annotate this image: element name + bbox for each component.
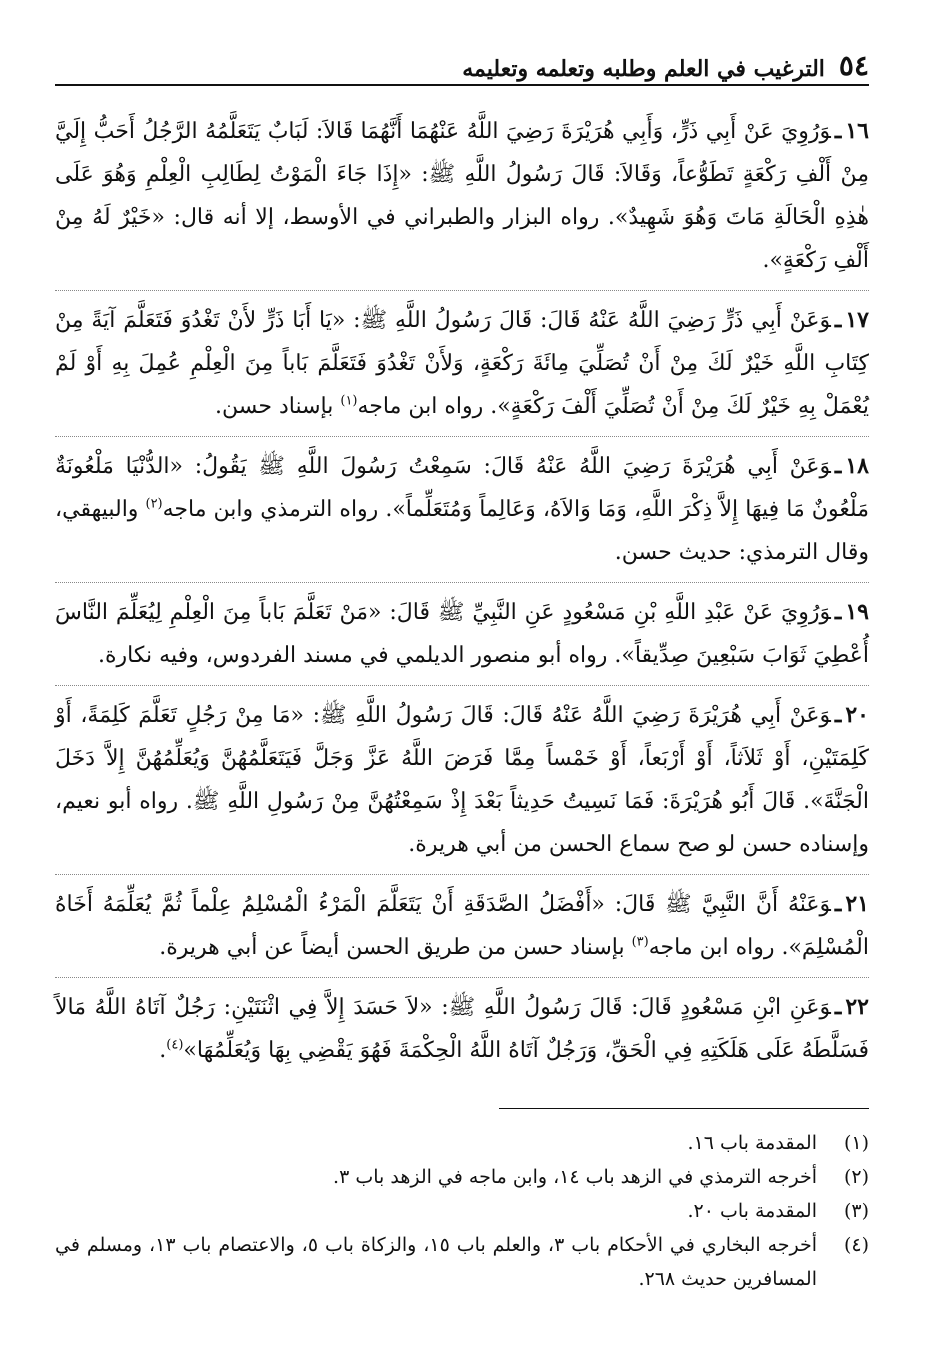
hadith-19: ١٩ـوَرُوِيَ عَنْ عَبْدِ اللَّهِ بْنِ مَسْعُودٍ عَنِ النَّبِيِّ ﷺ قَالَ: «مَنْ تَعَلَّمَ بَاباً مِنَ الْعِلْمِ لِيُعَلِّمَ النَّاسَ أُعْطِيَ ثَوَابَ سَبْعِينَ صِدِّيقاً». رواه أبو منصور الديلمي في مسند الفردوس، وفيه نكارة. bbox=[55, 589, 869, 686]
hadith-number: ٢٠ bbox=[845, 702, 869, 728]
hadith-tail: بإسناد حسن من طريق الحسن أيضاً عن أبي هريرة. bbox=[159, 935, 632, 960]
hadith-22: ٢٢ـوَعَنِ ابْنِ مَسْعُودٍ قَالَ: قَالَ رَسُولُ اللَّهِ ﷺ: «لاَ حَسَدَ إِلاَّ فِي اثْنَتَيْنِ: رَجُلٌ آتَاهُ اللَّهُ مَالاً فَسَلَّطَهُ عَلَى هَلَكَتِهِ فِي الْحَقِّ، وَرَجُلٌ آتَاهُ اللَّهُ الْحِكْمَةَ فَهُوَ يَقْضِي بِهَا وَيُعَلِّمُهَا»$^{(٤)}$. bbox=[55, 994, 869, 1063]
header-rule bbox=[55, 84, 869, 86]
page bbox=[55, 40, 869, 1086]
hadith-text: وَعَنْ أَبِي هُرَيْرَةَ رَضِيَ اللَّهُ عَنْهُ قَالَ: قَالَ رَسُولُ اللَّهِ ﷺ: «مَا مِنْ رَجُلٍ تَعَلَّمَ كَلِمَةً، أَوْ كَلِمَتَيْنِ، أَوْ ثَلاَثاً، أَوْ أَرْبَعاً، أَوْ خَمْساً مِمَّا فَرَضَ اللَّهُ عَزَّ وَجَلَّ فَيَتَعَلَّمُهُنَّ وَيُعَلِّمُهُنَّ إِلاَّ دَخَلَ الْجَنَّةَ». قَالَ أَبُو هُرَيْرَةَ: فَمَا نَسِيتُ حَدِيثاً بَعْدَ إِذْ سَمِعْتُهُنَّ مِنْ رَسُولِ اللَّهِ ﷺ. رواه أبو نعيم، وإسناده حسن لو صح سماع الحسن من أبي هريرة. bbox=[55, 703, 869, 857]
hadith-number: ٢٢ bbox=[845, 994, 869, 1020]
hadith-tail: بإسناد حسن. bbox=[215, 394, 341, 419]
hadith-text: وَرُوِيَ عَنْ أَبِي ذَرٍّ، وَأَبِي هُرَيْرَةَ رَضِيَ اللَّهُ عَنْهُمَا أَنَّهُمَا قَالاَ: لَبَابٌ يَتَعَلَّمُهُ الرَّجُلُ أَحَبُّ إِلَيَّ مِنْ أَلْفِ رَكْعَةٍ تَطَوُّعاً، وَقَالاَ: قَالَ رَسُولُ اللَّهِ ﷺ: «إِذَا جَاءَ الْمَوْتُ لِطَالِبِ الْعِلْمِ وَهُوَ عَلَى هٰذِهِ الْحَالَةِ مَاتَ وَهُوَ شَهِيدٌ». رواه البزار والطبراني في الأوسط، إلا أنه قال: «خَيْرٌ لَهُ مِنْ أَلْفِ رَكْعَةٍ». bbox=[55, 119, 869, 273]
footnote-text: أخرجه الترمذي في الزهد باب ١٤، وابن ماجه في الزهد باب ٣. bbox=[333, 1166, 817, 1188]
hadith-text: وَرُوِيَ عَنْ عَبْدِ اللَّهِ بْنِ مَسْعُودٍ عَنِ النَّبِيِّ ﷺ قَالَ: «مَنْ تَعَلَّمَ بَاباً مِنَ الْعِلْمِ لِيُعَلِّمَ النَّاسَ أُعْطِيَ ثَوَابَ سَبْعِينَ صِدِّيقاً». رواه أبو منصور الديلمي في مسند الفردوس، وفيه نكارة. bbox=[55, 600, 869, 668]
hadith-18: ١٨ـوَعَنْ أَبِي هُرَيْرَةَ رَضِيَ اللَّهُ عَنْهُ قَالَ: سَمِعْتُ رَسُولَ اللَّهِ ﷺ يَقُولُ: «الدُّنْيَا مَلْعُونَةٌ مَلْعُونٌ مَا فِيهَا إِلاَّ ذِكْرَ اللَّهِ، وَمَا وَالاَهُ، وَعَالِماً وَمُتَعَلِّماً». رواه الترمذي وابن ماجه$^{(٢)}$ والبيهقي، وقال الترمذي: حديث حسن. bbox=[55, 443, 869, 583]
hadith-17: ١٧ـوَعَنْ أَبِي ذَرٍّ رَضِيَ اللَّهُ عَنْهُ قَالَ: قَالَ رَسُولُ اللَّهِ ﷺ: «يَا أَبَا ذَرٍّ لأَنْ تَغْدُوَ فَتَعَلَّمَ آيَةً مِنْ كِتَابِ اللَّهِ خَيْرٌ لَكَ مِنْ أَنْ تُصَلِّيَ مِائَةَ رَكْعَةٍ، وَلأَنْ تَغْدُوَ فَتَعَلَّمَ بَاباً مِنَ الْعِلْمِ عُمِلَ بِهِ أَوْ لَمْ يُعْمَلْ بِهِ خَيْرٌ لَكَ مِنْ أَنْ تُصَلِّيَ أَلْفَ رَكْعَةٍ». رواه ابن ماجه$^{(١)}$ بإسناد حسن. bbox=[55, 297, 869, 437]
footnote-text: المقدمة باب ١٦. bbox=[687, 1132, 817, 1154]
hadith-text: وَعَنْ أَبِي ذَرٍّ رَضِيَ اللَّهُ عَنْهُ قَالَ: قَالَ رَسُولُ اللَّهِ ﷺ: «يَا أَبَا ذَرٍّ لأَنْ تَغْدُوَ فَتَعَلَّمَ آيَةً مِنْ كِتَابِ اللَّهِ خَيْرٌ لَكَ مِنْ أَنْ تُصَلِّيَ مِائَةَ رَكْعَةٍ، وَلأَنْ تَغْدُوَ فَتَعَلَّمَ بَاباً مِنَ الْعِلْمِ عُمِلَ بِهِ أَوْ لَمْ يُعْمَلْ بِهِ خَيْرٌ لَكَ مِنْ أَنْ تُصَلِّيَ أَلْفَ رَكْعَةٍ». رواه ابن ماجه bbox=[55, 308, 869, 419]
footnote-ref: (٢) bbox=[145, 496, 163, 512]
footnote-ref: (١) bbox=[340, 393, 358, 409]
footnote-number: (٣) bbox=[843, 1200, 869, 1222]
hadith-number: ١٨ bbox=[845, 453, 869, 479]
hadith-text: وَعَنْهُ أَنَّ النَّبِيَّ ﷺ قَالَ: «أَفْضَلُ الصَّدَقَةِ أَنْ يَتَعَلَّمَ الْمَرْءُ الْمُسْلِمُ عِلْماً ثُمَّ يُعَلِّمَهُ أَخَاهُ الْمُسْلِمَ». رواه ابن ماجه bbox=[55, 892, 869, 960]
page-number: ٥٤ bbox=[838, 49, 869, 82]
hadith-21: ٢١ـوَعَنْهُ أَنَّ النَّبِيَّ ﷺ قَالَ: «أَفْضَلُ الصَّدَقَةِ أَنْ يَتَعَلَّمَ الْمَرْءُ الْمُسْلِمُ عِلْماً ثُمَّ يُعَلِّمَهُ أَخَاهُ الْمُسْلِمَ». رواه ابن ماجه$^{(٣)}$ بإسناد حسن من طريق الحسن أيضاً عن أبي هريرة. bbox=[55, 881, 869, 978]
footnote-number: (٤) bbox=[843, 1234, 869, 1256]
footnote-1 bbox=[55, 1126, 869, 1160]
hadith-text: وَعَنِ ابْنِ مَسْعُودٍ قَالَ: قَالَ رَسُولُ اللَّهِ ﷺ: «لاَ حَسَدَ إِلاَّ فِي اثْنَتَيْنِ: رَجُلٌ آتَاهُ اللَّهُ مَالاً فَسَلَّطَهُ عَلَى هَلَكَتِهِ فِي الْحَقِّ، وَرَجُلٌ آتَاهُ اللَّهُ الْحِكْمَةَ فَهُوَ يَقْضِي بِهَا وَيُعَلِّمُهَا» bbox=[55, 995, 869, 1063]
hadith-tail: . bbox=[159, 1038, 167, 1063]
hadith-number: ٢١ bbox=[845, 891, 869, 917]
footnote-text: أخرجه البخاري في الأحكام باب ٣، والعلم باب ١٥، والزكاة باب ٥، والاعتصام باب ١٣، ومسلم في المسافرين حديث ٢٦٨. bbox=[55, 1234, 818, 1290]
footnote-ref: (٣) bbox=[631, 934, 649, 950]
hadith-16: ١٦ـوَرُوِيَ عَنْ أَبِي ذَرٍّ، وَأَبِي هُرَيْرَةَ رَضِيَ اللَّهُ عَنْهُمَا أَنَّهُمَا قَالاَ: لَبَابٌ يَتَعَلَّمُهُ الرَّجُلُ أَحَبُّ إِلَيَّ مِنْ أَلْفِ رَكْعَةٍ تَطَوُّعاً، وَقَالاَ: قَالَ رَسُولُ اللَّهِ ﷺ: «إِذَا جَاءَ الْمَوْتُ لِطَالِبِ الْعِلْمِ وَهُوَ عَلَى هٰذِهِ الْحَالَةِ مَاتَ وَهُوَ شَهِيدٌ». رواه البزار والطبراني في الأوسط، إلا أنه قال: «خَيْرٌ لَهُ مِنْ أَلْفِ رَكْعَةٍ». bbox=[55, 108, 869, 291]
footnote-text: المقدمة باب ٢٠. bbox=[687, 1200, 817, 1222]
hadith-list bbox=[55, 108, 869, 1080]
footnote-number: (٢) bbox=[843, 1166, 869, 1188]
hadith-number: ١٦ bbox=[845, 118, 869, 144]
footnote-rule bbox=[499, 1108, 869, 1109]
footnote-2 bbox=[55, 1160, 869, 1194]
footnote-4 bbox=[55, 1228, 869, 1296]
footnote-3 bbox=[55, 1194, 869, 1228]
hadith-number: ١٩ bbox=[845, 599, 869, 625]
footnote-ref: (٤) bbox=[166, 1037, 184, 1053]
page-header bbox=[55, 40, 869, 80]
footnotes bbox=[55, 1126, 869, 1296]
hadith-tail: والبيهقي، وقال الترمذي: حديث حسن. bbox=[55, 497, 869, 565]
footnote-number: (١) bbox=[843, 1132, 869, 1154]
hadith-20: ٢٠ـوَعَنْ أَبِي هُرَيْرَةَ رَضِيَ اللَّهُ عَنْهُ قَالَ: قَالَ رَسُولُ اللَّهِ ﷺ: «مَا مِنْ رَجُلٍ تَعَلَّمَ كَلِمَةً، أَوْ كَلِمَتَيْنِ، أَوْ ثَلاَثاً، أَوْ أَرْبَعاً، أَوْ خَمْساً مِمَّا فَرَضَ اللَّهُ عَزَّ وَجَلَّ فَيَتَعَلَّمُهُنَّ وَيُعَلِّمُهُنَّ إِلاَّ دَخَلَ الْجَنَّةَ». قَالَ أَبُو هُرَيْرَةَ: فَمَا نَسِيتُ حَدِيثاً بَعْدَ إِذْ سَمِعْتُهُنَّ مِنْ رَسُولِ اللَّهِ ﷺ. رواه أبو نعيم، وإسناده حسن لو صح سماع الحسن من أبي هريرة. bbox=[55, 692, 869, 875]
hadith-text: وَعَنْ أَبِي هُرَيْرَةَ رَضِيَ اللَّهُ عَنْهُ قَالَ: سَمِعْتُ رَسُولَ اللَّهِ ﷺ يَقُولُ: «الدُّنْيَا مَلْعُونَةٌ مَلْعُونٌ مَا فِيهَا إِلاَّ ذِكْرَ اللَّهِ، وَمَا وَالاَهُ، وَعَالِماً وَمُتَعَلِّماً». رواه الترمذي وابن ماجه bbox=[55, 454, 869, 522]
running-title: الترغيب في العلم وطلبه وتعلمه وتعليمه bbox=[462, 56, 825, 82]
hadith-number: ١٧ bbox=[845, 307, 869, 333]
